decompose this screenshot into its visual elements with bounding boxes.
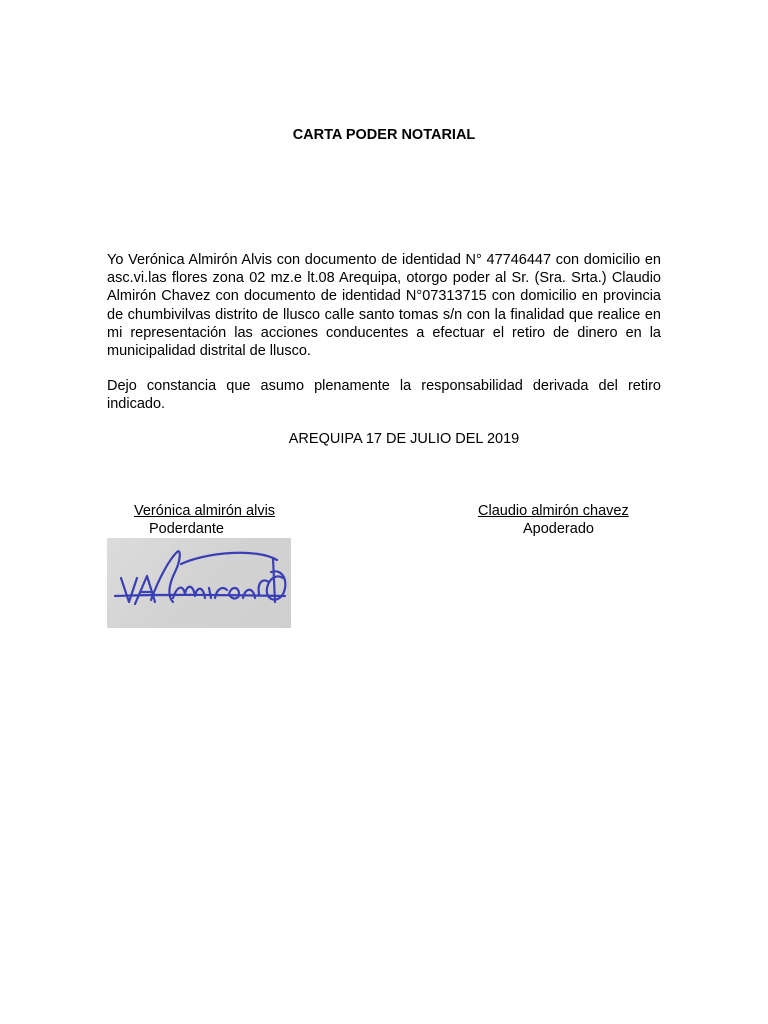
place-date-line: AREQUIPA 17 DE JULIO DEL 2019 [288, 431, 520, 447]
responsibility-paragraph: Dejo constancia que asumo plenamente la responsabilidad derivada del retiro indicado. [107, 378, 661, 413]
grantor-name: Verónica almirón alvis [134, 503, 276, 519]
grantor-role: Poderdante [149, 521, 224, 537]
handwritten-signature-image [107, 538, 291, 628]
signature-scribble [107, 538, 291, 628]
attorney-role: Apoderado [523, 521, 594, 537]
document-title: CARTA PODER NOTARIAL [292, 127, 476, 143]
grant-paragraph: Yo Verónica Almirón Alvis con documento de identidad N° 47746447 con domicilio en asc.vi.las flores zona 02 mz.e lt.08 Arequipa, otorgo poder al Sr. (Sra. Srta.) Claudio Almirón Chavez con documento de identidad N°07313715 con domicilio en provincia de chumbivilvas distrito de llusco calle santo tomas s/n con la finalidad que realice en mi representación las acciones conducentes a efectuar el retiro de dinero en la municipalidad distrital de llusco. [107, 252, 661, 360]
attorney-name: Claudio almirón chavez [478, 503, 629, 519]
